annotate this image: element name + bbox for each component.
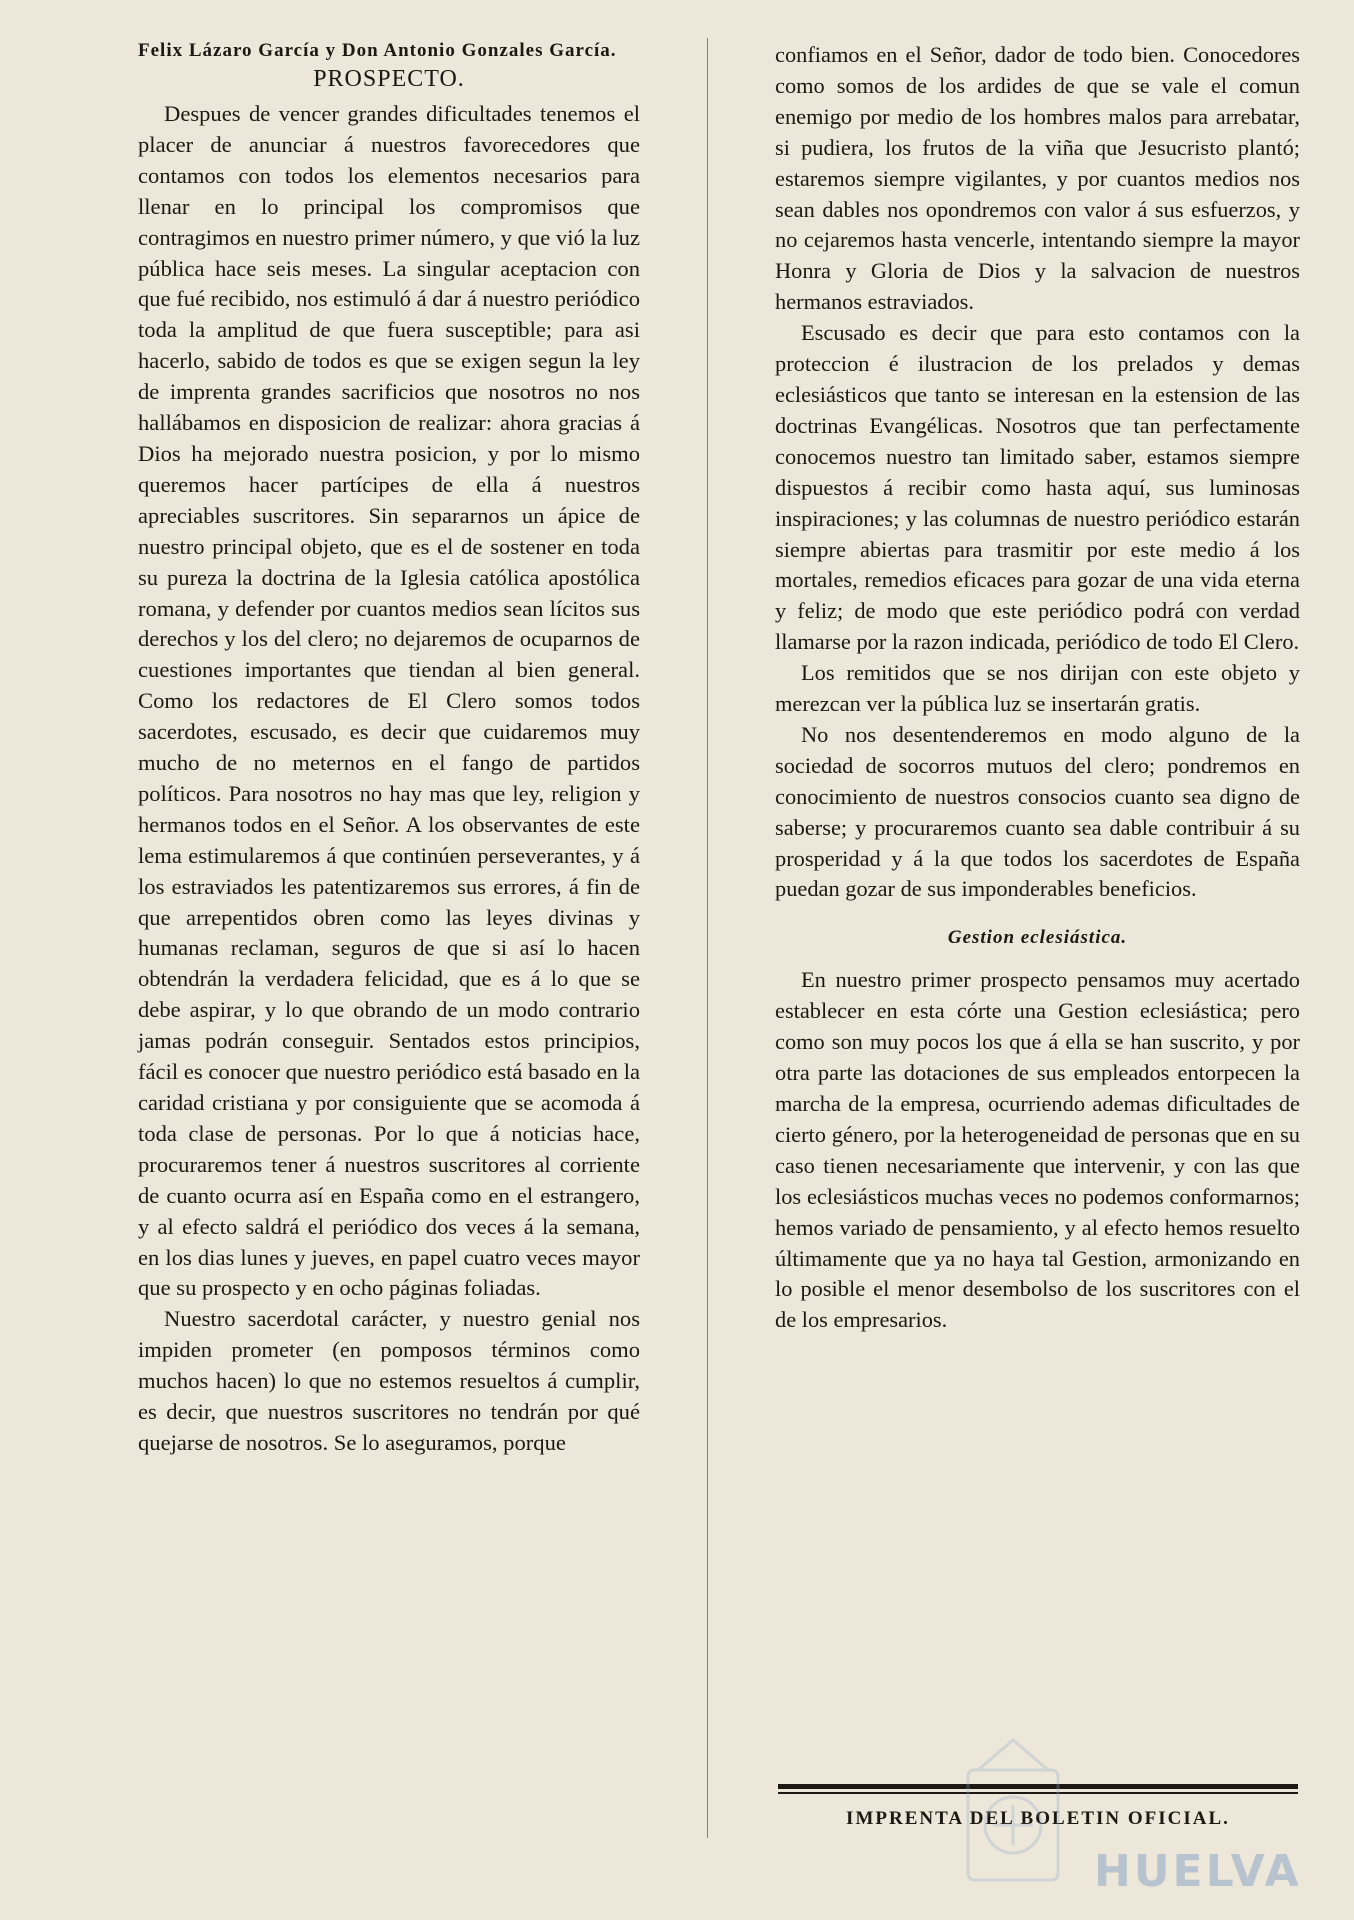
paragraph: En nuestro primer prospecto pensamos muy acertado establecer en esta córte una Gestion eclesiástica; pero como son muy pocos los que á ella se han suscrito, y por otra parte las dotaciones de sus empleados entorpecen la marcha de la empresa, ocurriendo ademas dificultades de cierto género, por la heterogeneidad de personas que en su caso tienen necesariamente que intervenir, y con las que los eclesiásticos muchas veces no podemos conformarnos; hemos variado de pensamiento, y al efecto hemos resuelto últimamente que ya no haya tal Gestion, armonizando en lo posible el menor desembolso de los suscritores con el de los empresarios. bbox=[775, 967, 1300, 1333]
paragraph: Despues de vencer grandes dificultades tenemos el placer de anunciar á nuestros favorecedores que contamos con todos los elementos necesarios para llenar en lo principal los compromisos que contragimos en nuestro primer número, y que vió la luz pública hace seis meses. La singular aceptacion con que fué recibido, nos estimuló á dar á nuestro periódico toda la amplitud de que fuera susceptible; para asi hacerlo, sabido de todos es que se exigen segun la ley de imprenta grandes sacrificios que nosotros no nos hallábamos en disposicion de realizar: ahora gracias á Dios ha mejorado nuestra posicion, y por lo mismo queremos hacer partícipes de ella á nuestros apreciables suscritores. Sin separarnos un ápice de nuestro principal objeto, que es el de sostener en toda su pureza la doctrina de la Iglesia católica apostólica romana, y defender por cuantos medios sean lícitos sus derechos y los del clero; no dejaremos de ocuparnos de cuestiones importantes que tiendan al bien general. Como los redactores de El Clero somos todos sacerdotes, escusado, es decir que cuidaremos muy mucho de no meternos en el fango de partidos políticos. Para nosotros no hay mas que ley, religion y hermanos todos en el Señor. A los observantes de este lema estimularemos á que continúen perseverantes, y á los estraviados les patentizaremos sus errores, á fin de que arrepentidos obren como las leyes divinas y humanas reclaman, seguros de que si así lo hacen obtendrán la verdadera felicidad, que es á lo que se debe aspirar, y lo que obrando de un modo contrario jamas podrán conseguir. Sentados estos principios, fácil es conocer que nuestro periódico está basado en la caridad cristiana y por consiguiente que se acomoda á toda clase de personas. Por lo que á noticias hace, procuraremos tener á nuestros suscritores al corriente de cuanto ocurra así en España como en el estrangero, y al efecto saldrá el periódico dos veces á la semana, en los dias lunes y jueves, en papel cuatro veces mayor que su prospecto y en ocho páginas foliadas. bbox=[138, 101, 640, 1301]
authors-line: Felix Lázaro García y Don Antonio Gonzales García. bbox=[138, 40, 617, 61]
paragraph: No nos desentenderemos en modo alguno de la sociedad de socorros mutuos del clero; pondremos en conocimiento de nuestros consocios cuanto sea digno de saberse; y procuraremos cuanto sea dable contribuir á su prosperidad y á la que todos los sacerdotes de España puedan gozar de sus imponderables beneficios. bbox=[775, 721, 1300, 902]
right-column bbox=[775, 40, 1300, 1336]
paragraph: confiamos en el Señor, dador de todo bien. Conocedores como somos de los ardides de que se vale el comun enemigo por medio de los hombres malos para arrebatar, si pudiera, los frutos de la viña que Jesucristo plantó; estaremos siempre vigilantes, y por cuantos medios nos sean dables nos opondremos con valor á sus esfuerzos, y no cejaremos hasta vencerle, intentando siempre la mayor Honra y Gloria de Dios y la salvacion de nuestros hermanos estraviados. bbox=[775, 42, 1300, 315]
watermark-text: HUELVA bbox=[1094, 1846, 1302, 1897]
column-divider bbox=[707, 38, 708, 1838]
paragraph: Nuestro sacerdotal carácter, y nuestro genial nos impiden prometer (en pomposos términos como muchos hacen) lo que no estemos resueltos á cumplir, es decir, que nuestros suscritores no tendrán por qué quejarse de nosotros. Se lo aseguramos, porque bbox=[138, 1306, 640, 1455]
paragraph: Escusado es decir que para esto contamos con la proteccion é ilustracion de los prelados y demas eclesiásticos que tanto se interesan en la estension de las doctrinas Evangélicas. Nosotros que tan perfectamente conocemos nuestro tan limitado saber, estamos siempre dispuestos á recibir como hasta aquí, sus luminosas inspiraciones; y las columnas de nuestro periódico estarán siempre abiertas para trasmitir por este medio á los mortales, remedios eficaces para gozar de una vida eterna y feliz; de modo que este periódico podrá con verdad llamarse por la razon indicada, periódico de todo El Clero. bbox=[775, 320, 1300, 655]
left-column bbox=[138, 40, 640, 1459]
paragraph: Los remitidos que se nos dirijan con este objeto y merezcan ver la pública luz se insertarán gratis. bbox=[775, 660, 1300, 717]
section-heading: Gestion eclesiástica. bbox=[947, 927, 1128, 949]
page-title: PROSPECTO. bbox=[313, 66, 465, 92]
imprint-line: IMPRENTA DEL BOLETIN OFICIAL. bbox=[846, 1808, 1230, 1829]
